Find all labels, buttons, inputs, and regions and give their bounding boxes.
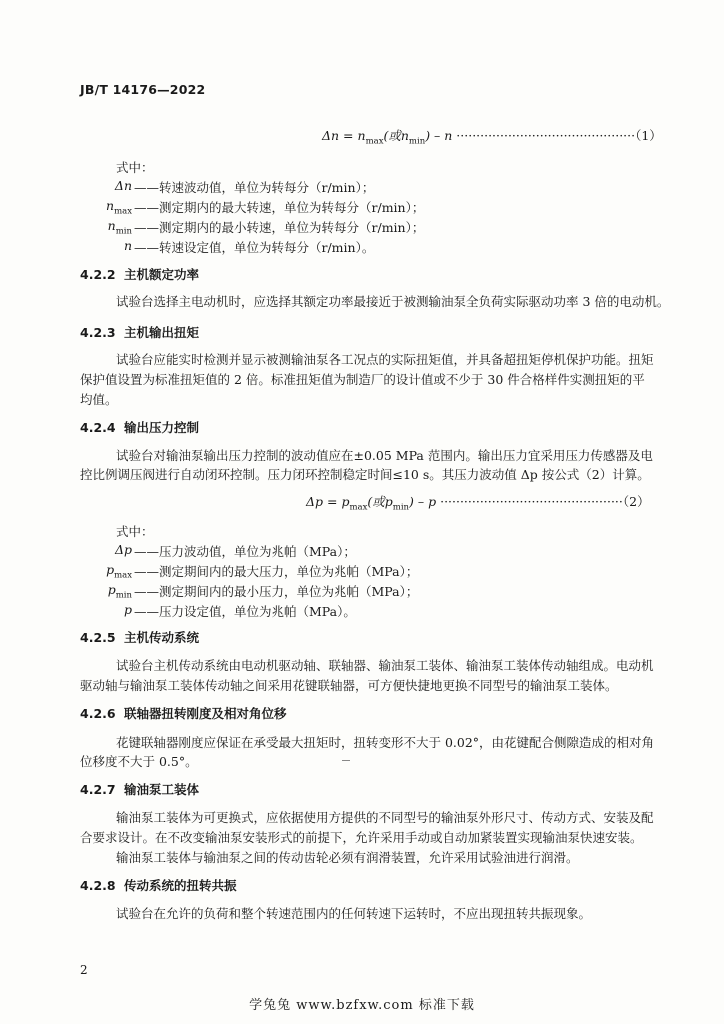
section-4-2-8-heading (80, 876, 237, 894)
eq2-mid: (或p (367, 494, 393, 509)
section-title: 输出压力控制 (124, 420, 200, 435)
section-number: 4.2.4 (80, 420, 116, 435)
def-symbol-subscript: max (114, 206, 132, 217)
def-symbol (94, 178, 132, 193)
def-description: ——转速波动值，单位为转每分（r/min）； (134, 180, 375, 195)
s428-line-1: 试验台在允许的负荷和整个转速范围内的任何转速下运转时，不应出现扭转共振现象。 (116, 906, 592, 921)
s423-line-1: 试验台应能实时检测并显示被测输油泵各工况点的实际扭矩值，并具备超扭矩停机保护功能。扭矩 (116, 352, 654, 367)
eq2-sub-min: min (392, 502, 410, 513)
def-symbol-letter: Δn (114, 178, 132, 193)
s427-line-2: 合要求设计。在不改变输油泵安装形式的前提下，允许采用手动或自动加紧装置实现输油泵快速安装。 (80, 830, 643, 845)
def-symbol (94, 198, 132, 217)
section-title: 主机额定功率 (124, 267, 200, 282)
def-symbol-letter: p (106, 562, 115, 577)
section-number: 4.2.8 (80, 878, 116, 893)
def-description: ——测定期内的最小转速，单位为转每分（r/min）； (134, 220, 425, 235)
equation-1 (322, 126, 662, 147)
s427-line-1: 输油泵工装体为可更换式，应依据使用方提供的不同型号的输油泵外形尺寸、传动方式、安装及配 (116, 810, 654, 825)
s425-line-1: 试验台主机传动系统由电动机驱动轴、联轴器、输油泵工装体、输油泵工装体传动轴组成。电动机 (116, 658, 654, 673)
def-symbol-letter: Δp (114, 542, 132, 557)
eq2-sub-max: max (349, 502, 368, 513)
def-description: ——测定期间内的最大压力，单位为兆帕（MPa）； (134, 564, 419, 579)
section-4-2-5-heading (80, 628, 199, 646)
s425-line-2: 驱动轴与输油泵工装体传动轴之间采用花键联轴器，可方便快捷地更换不同型号的输油泵工装体。 (80, 678, 618, 693)
def-description: ——压力波动值，单位为兆帕（MPa）； (134, 544, 356, 559)
def-symbol-letter: n (123, 238, 132, 253)
section-number: 4.2.5 (80, 630, 116, 645)
section-4-2-6-heading (80, 704, 287, 722)
def-symbol-letter: p (123, 602, 132, 617)
section-title: 主机传动系统 (124, 630, 200, 645)
eq2-number: （2） (622, 494, 650, 509)
def-symbol-letter: n (106, 198, 115, 213)
defs2-intro: 式中： (116, 524, 154, 539)
eq1-leader: ············································· (456, 128, 636, 143)
page-number: 2 (80, 963, 88, 977)
defs1-intro: 式中： (116, 160, 154, 175)
def-description: ——测定期内的最大转速，单位为转每分（r/min）； (134, 200, 425, 215)
eq1-mid: (或n (383, 128, 409, 143)
def-symbol-subscript: min (115, 226, 132, 237)
eq1-sub-max: max (365, 136, 384, 147)
def-symbol-subscript: max (114, 570, 132, 581)
section-number: 4.2.7 (80, 782, 116, 797)
section-4-2-7-heading (80, 780, 199, 798)
eq2-rhs: ) – p (409, 494, 437, 509)
eq1-lhs: Δn = n (322, 128, 366, 143)
s426-line-1: 花键联轴器刚度应保证在承受最大扭矩时，扭转变形不大于 0.02°，由花键配合侧隙造成的相对角 (116, 735, 655, 750)
s423-line-3: 均值。 (80, 392, 118, 407)
s423-line-2: 保护值设置为标准扭矩值的 2 倍。标准扭矩值为制造厂的设计值或不少于 30 件合格样件实测扭矩的平 (80, 372, 645, 387)
def-symbol-letter: n (107, 218, 116, 233)
stray-mark (342, 760, 350, 761)
def-symbol (94, 218, 132, 237)
section-title: 传动系统的扭转共振 (124, 878, 237, 893)
def-symbol (94, 602, 132, 617)
def-symbol-subscript: min (115, 590, 132, 601)
s424-line-2: 控比例调压阀进行自动闭环控制。压力闭环控制稳定时间≤10 s。其压力波动值 Δp 按公式（2）计算。 (80, 467, 650, 482)
s426-line-2: 位移度不大于 0.5°。 (80, 754, 198, 769)
eq1-rhs: ) – n (425, 128, 453, 143)
eq1-sub-min: min (408, 136, 426, 147)
section-4-2-2-heading (80, 265, 199, 283)
def-description: ——测定期间内的最小压力，单位为兆帕（MPa）； (134, 584, 419, 599)
section-title: 输油泵工装体 (124, 782, 200, 797)
section-4-2-4-heading (80, 418, 199, 436)
footer-watermark: 学兔兔 www.bzfxw.com 标准下载 (249, 998, 475, 1013)
eq2-leader: ·············································· (440, 494, 623, 509)
standard-id: JB/T 14176—2022 (80, 82, 206, 97)
s424-line-1: 试验台对输油泵输出压力控制的波动值应在±0.05 MPa 范围内。输出压力宜采用压力传感器及电 (116, 448, 653, 463)
eq2-lhs: Δp = p (306, 494, 350, 509)
section-4-2-3-heading (80, 323, 199, 341)
def-symbol (94, 582, 132, 601)
s422-line-1: 试验台选择主电动机时，应选择其额定功率最接近于被测输油泵全负荷实际驱动功率 3 倍的电动机。 (116, 294, 670, 309)
def-description: ——转速设定值，单位为转每分（r/min）。 (134, 240, 375, 255)
section-title: 主机输出扭矩 (124, 325, 200, 340)
section-number: 4.2.6 (80, 706, 116, 721)
section-title: 联轴器扭转刚度及相对角位移 (124, 706, 287, 721)
def-description: ——压力设定值，单位为兆帕（MPa）。 (134, 604, 356, 619)
equation-2 (306, 492, 650, 513)
section-number: 4.2.2 (80, 267, 116, 282)
section-number: 4.2.3 (80, 325, 116, 340)
def-symbol (94, 542, 132, 557)
s427-line-3: 输油泵工装体与输油泵之间的传动齿轮必须有润滑装置，允许采用试验油进行润滑。 (116, 850, 579, 865)
def-symbol-letter: p (107, 582, 116, 597)
eq1-number: （1） (635, 128, 662, 143)
def-symbol (94, 562, 132, 581)
def-symbol (94, 238, 132, 253)
